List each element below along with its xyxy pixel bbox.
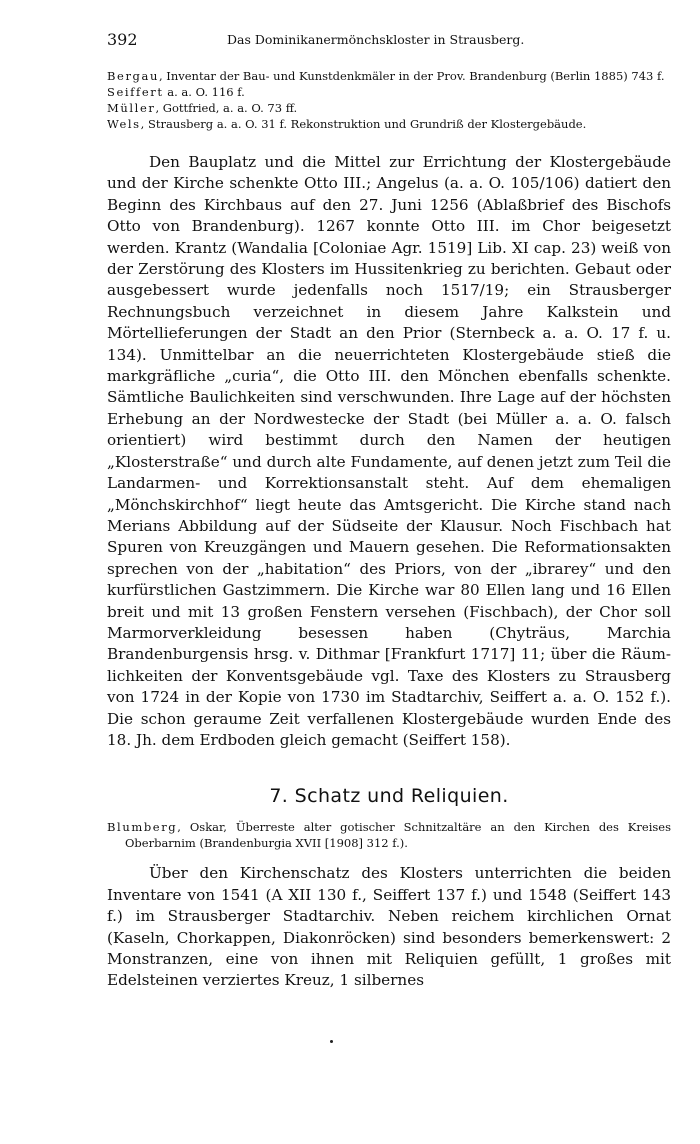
body-paragraph: Den Bauplatz und die Mittel zur Errichtung der Klostergebäude und der Kirche schenkte Otto III.; Angelus (a. a. O. 105/106) datiert den Beginn des Kirchbaus auf den 27. Juni 1256 (Ablaßbrief des Bischofs Otto von Brandenburg). 1267 konnte Otto III. im Chor beigesetzt werden. Krantz (Wandalia [Coloniae Agr. 1519] Lib. XI cap. 23) weiß von der Zerstörung des Klosters im Hussitenkrieg zu berichten. Gebaut oder ausgebessert wurde jedenfalls noch 1517/19; ein Strausberger Rechnungsbuch verzeichnet in diesem Jahre Kalkstein und Mörtellieferungen der Stadt an den Prior (Sternbeck a. a. O. 17 f. u. 134). Unmittelbar an die neuerrichteten Klostergebäude stieß die markgräfliche „curia“, die Otto III. den Mönchen ebenfalls schenkte. Sämtliche Baulichkeiten sind verschwunden. Ihre Lage auf der höchsten Erhebung an der Nordwestecke der Stadt (bei Müller a. a. O. falsch orientiert) wird bestimmt durch den Namen der heutigen „Klosterstraße“ und durch alte Fundamente, auf denen jetzt zum Teil die Landarmen- und Korrektionsanstalt steht. Auf dem ehemaligen „Mönchskirchhof“ liegt heute das Amtsgericht. Die Kirche stand nach Merians Abbildung auf der Südseite der Klausur. Noch Fischbach hat Spuren von Kreuzgängen und Mauern gesehen. Die Reformationsakten sprechen von der „habitation“ des Priors, von der „ibrarey“ und den kurfürstlichen Gastzimmern. Die Kirche war 80 Ellen lang und 16 Ellen breit und mit 13 großen Fenstern versehen (Fischbach), der Chor soll Marmorverkleidung besessen haben (Chyträus, Marchia Brandenburgensis hrsg. v. Dithmar [Frankfurt 1717] 11; über die Räumlichkeiten der Konventsgebäude vgl. Taxe des Klosters zu Strausberg von 1724 in der Kopie von 1730 im Stadtarchiv, Seiffert a. a. O. 152 f.). Die schon geraume Zeit verfallenen Klostergebäude wurden Ende des 18. Jh. dem Erdboden gleich gemacht (Seiffert 158). — [107, 153, 671, 749]
bibliography-text: , Oskar, Überreste alter gotischer Schnitzaltäre an den Kirchen des Kreises Oberbarnim (Brandenburgia XVII [1908] 312 f.). — [125, 820, 671, 851]
bibliography-entry — [107, 819, 671, 851]
bibliography-entry — [107, 84, 671, 100]
running-head — [107, 30, 671, 54]
bibliography-author: Bergau — [107, 69, 159, 83]
bibliography-author: Wels — [107, 117, 141, 131]
running-title: Das Dominikanermönchskloster in Strausberg. — [227, 32, 525, 47]
bibliography-text: , Strausberg a. a. O. 31 f. Rekonstruktion und Grundriß der Klostergebäude. — [140, 117, 587, 131]
bibliography-author: Müller — [107, 101, 156, 115]
bibliography-entry — [107, 68, 671, 84]
section-heading: 7. Schatz und Reliquien. — [269, 785, 509, 808]
section-paragraph: Über den Kirchenschatz des Klosters unterrichten die beiden Inventare von 1541 (A XII 130 f., Seiffert 137 f.) und 1548 (Seiffert 143 f.) im Strausberger Stadtarchiv. Neben reichem kirchlichen Ornat (Kaseln, Chorkappen, Diakonröcken) sind besonders bemerkenswert: 2 Monstranzen, eine von ihnen mit Reliquien gefüllt, 1 großes mit Edelsteinen verziertes Kreuz, 1 silbernes — [107, 864, 671, 990]
bibliography-entry — [107, 100, 671, 116]
bibliography-text: a. a. O. 116 f. — [163, 85, 245, 99]
section-bibliography — [107, 819, 671, 851]
bibliography-author: Seiffert — [107, 85, 164, 99]
bibliography-entry — [107, 116, 671, 132]
bibliography-text: , Inventar der Bau- und Kunstdenkmäler in der Prov. Brandenburg (Berlin 1885) 743 f. — [158, 69, 665, 83]
bibliography-author: Blumberg — [107, 820, 178, 835]
ink-speck — [330, 1040, 333, 1043]
bibliography-list — [107, 68, 671, 132]
page-number: 392 — [107, 30, 138, 49]
bibliography-text: , Gottfried, a. a. O. 73 ff. — [155, 101, 298, 115]
page — [107, 30, 671, 1007]
